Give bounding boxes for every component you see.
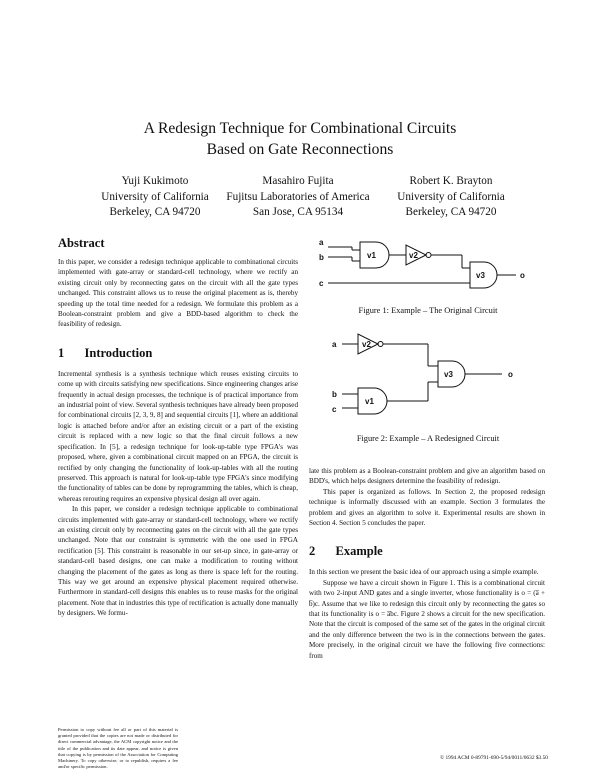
label-b: b [332,390,337,399]
figure-2-caption: Figure 2: Example – A Redesigned Circuit [356,434,500,443]
author-affiliation: University of California [101,190,209,203]
title-line-2: Based on Gate Reconnections [206,141,394,158]
label-v1: v1 [365,397,374,406]
section-1-heading [58,346,298,361]
section-2-heading [309,544,545,559]
label-a: a [332,340,337,349]
permission-footnote: Permission to copy without fee all or part of this material is granted provided that the copies are not made or distributed for direct commercial advantage, the ACM copyright notice and the title of the publication and its date appear, and notice is given that copying is by permission of the Association for Computing Machinery. To copy otherwise, or to republish, requires a fee and/or specific permission. [58,727,178,770]
example-paragraph-1: In this section we present the basic idea of our approach using a simple example. [309,568,539,577]
section-title: Example [335,544,383,559]
label-v3: v3 [476,271,485,280]
label-v3: v3 [444,370,453,379]
right-paragraph-2: This paper is organized as follows. In Section 2, the proposed redesign technique is informally discussed with an example. Section 3 formulates the problem and gives an algorithm to solve it. Experimental results are shown in Section 4. Section 5 concludes the paper. [309,487,545,528]
label-o: o [520,271,525,280]
author-name: Masahiro Fujita [262,175,334,187]
label-v1: v1 [367,251,376,260]
author-location: San Jose, CA 95134 [252,206,344,218]
figure-1-caption: Figure 1: Example – The Original Circuit [358,306,498,315]
author-affiliation: University of California [397,190,505,203]
label-o: o [508,370,513,379]
label-v2: v2 [409,251,418,260]
author-name: Yuji Kukimoto [121,175,189,187]
abstract-paragraph: In this paper, we consider a redesign technique applicable to combinational circuits implemented with gate-array or standard-cell technology, where we rectify an existing circuit only by reconnecting gates on the circuit with all the gate types unchanged. This constraint allows us to reuse the original placement as is, thereby speeding up the total time needed for a redesign. We formulate this problem as a Boolean-constraint problem and give a BDD-based algorithm to check the feasibility of redesign. [58,258,298,329]
author-block-3 [356,174,546,221]
abstract-heading: Abstract [58,236,105,250]
label-c: c [319,279,324,288]
example-paragraph-2: Suppose we have a circuit shown in Figure 1. This is a combinational circuit with two 2-input AND gates and a single inverter, whose functionality is o = (a̅ + b̅)c. Assume that we like to redesign this circuit only by reconnecting the gates so that its functionality is o = a̅bc. Figure 2 shows a circuit for the new specification. Note that the circuit is composed of the same set of the gates in the original circuit and the only difference between the two is in the connections between the gates. More precisely, in the original circuit we have the following five connections: from [309,578,545,660]
label-v2: v2 [362,340,371,349]
label-c: c [332,405,337,414]
figure-2-diagram [312,326,544,426]
intro-paragraph-1: Incremental synthesis is a synthesis technique which reuses existing circuits to come up with circuits satisfying new specifications. Since engineering changes arise frequently in actual design processes, the technique is of practical importance from an industrial point of view. Several synthesis techniques have already been proposed for combinational circuits [2, 3, 9, 8] and sequential circuits [1], where an additional logic is attached before and/or after an existing circuit or a part of the existing circuit is replaced with a new logic so that the final circuit follows a new specification. In [5], a redesign technique for look-up-table type FPGA's was proposed, where, given a combinational circuit mapped on an FPGA, the circuit is rectified by only changing the functionality of look-up-tables with all the routing preserved. This approach is natural for look-up-table type FPGA's since modifying the functionality of tables can be done by reprogramming the tables, which is cheap, whereas rerouting requires an expensive physical design all over again. [58,369,298,503]
section-number: 1 [58,345,65,360]
left-column [58,236,298,619]
intro-paragraph-2: In this paper, we consider a redesign technique applicable to combinational circuits implemented with gate-array or standard-cell technology, where we rectify an existing circuit only by reconnecting gates on the circuit with all the gate types unchanged. Note that our constraint is symmetric with the one used in FPGA rectification [5]. This constraint is reasonable in our set-up since, in gate-array or standard-cell based designs, one can make a modification to routing without changing the placement of the gates as long as there is space left for the routing. This way we get around an expensive physical placement required otherwise. Furthermore in standard-cell designs this enables us to reuse masks for the original placement. Note that in industries this type of rectification is actually done manually by designers. We formu- [58,505,298,618]
title-line-1: A Redesign Technique for Combinational Circuits [143,120,457,137]
section-number: 2 [309,544,316,559]
label-a: a [319,238,324,247]
right-column-text-top [309,466,545,528]
author-name: Robert K. Brayton [409,175,493,187]
right-paragraph-1: late this problem as a Boolean-constraint problem and give an algorithm based on BDD's, which helps designers determine the feasibility of redesign. [309,467,545,486]
right-column [309,466,545,661]
abstract-text [58,257,298,330]
copyright-line: © 1994 ACM 0-89791-690-5/94/0011/0632 $3.50 [440,755,548,761]
intro-text [58,369,298,619]
author-location: Berkeley, CA 94720 [405,206,497,218]
section-title: Introduction [84,345,153,360]
paper-title [0,118,600,160]
author-affiliation: Fujitsu Laboratories of America [226,190,370,203]
label-b: b [319,253,324,262]
author-location: Berkeley, CA 94720 [109,206,201,218]
example-text [309,567,545,661]
